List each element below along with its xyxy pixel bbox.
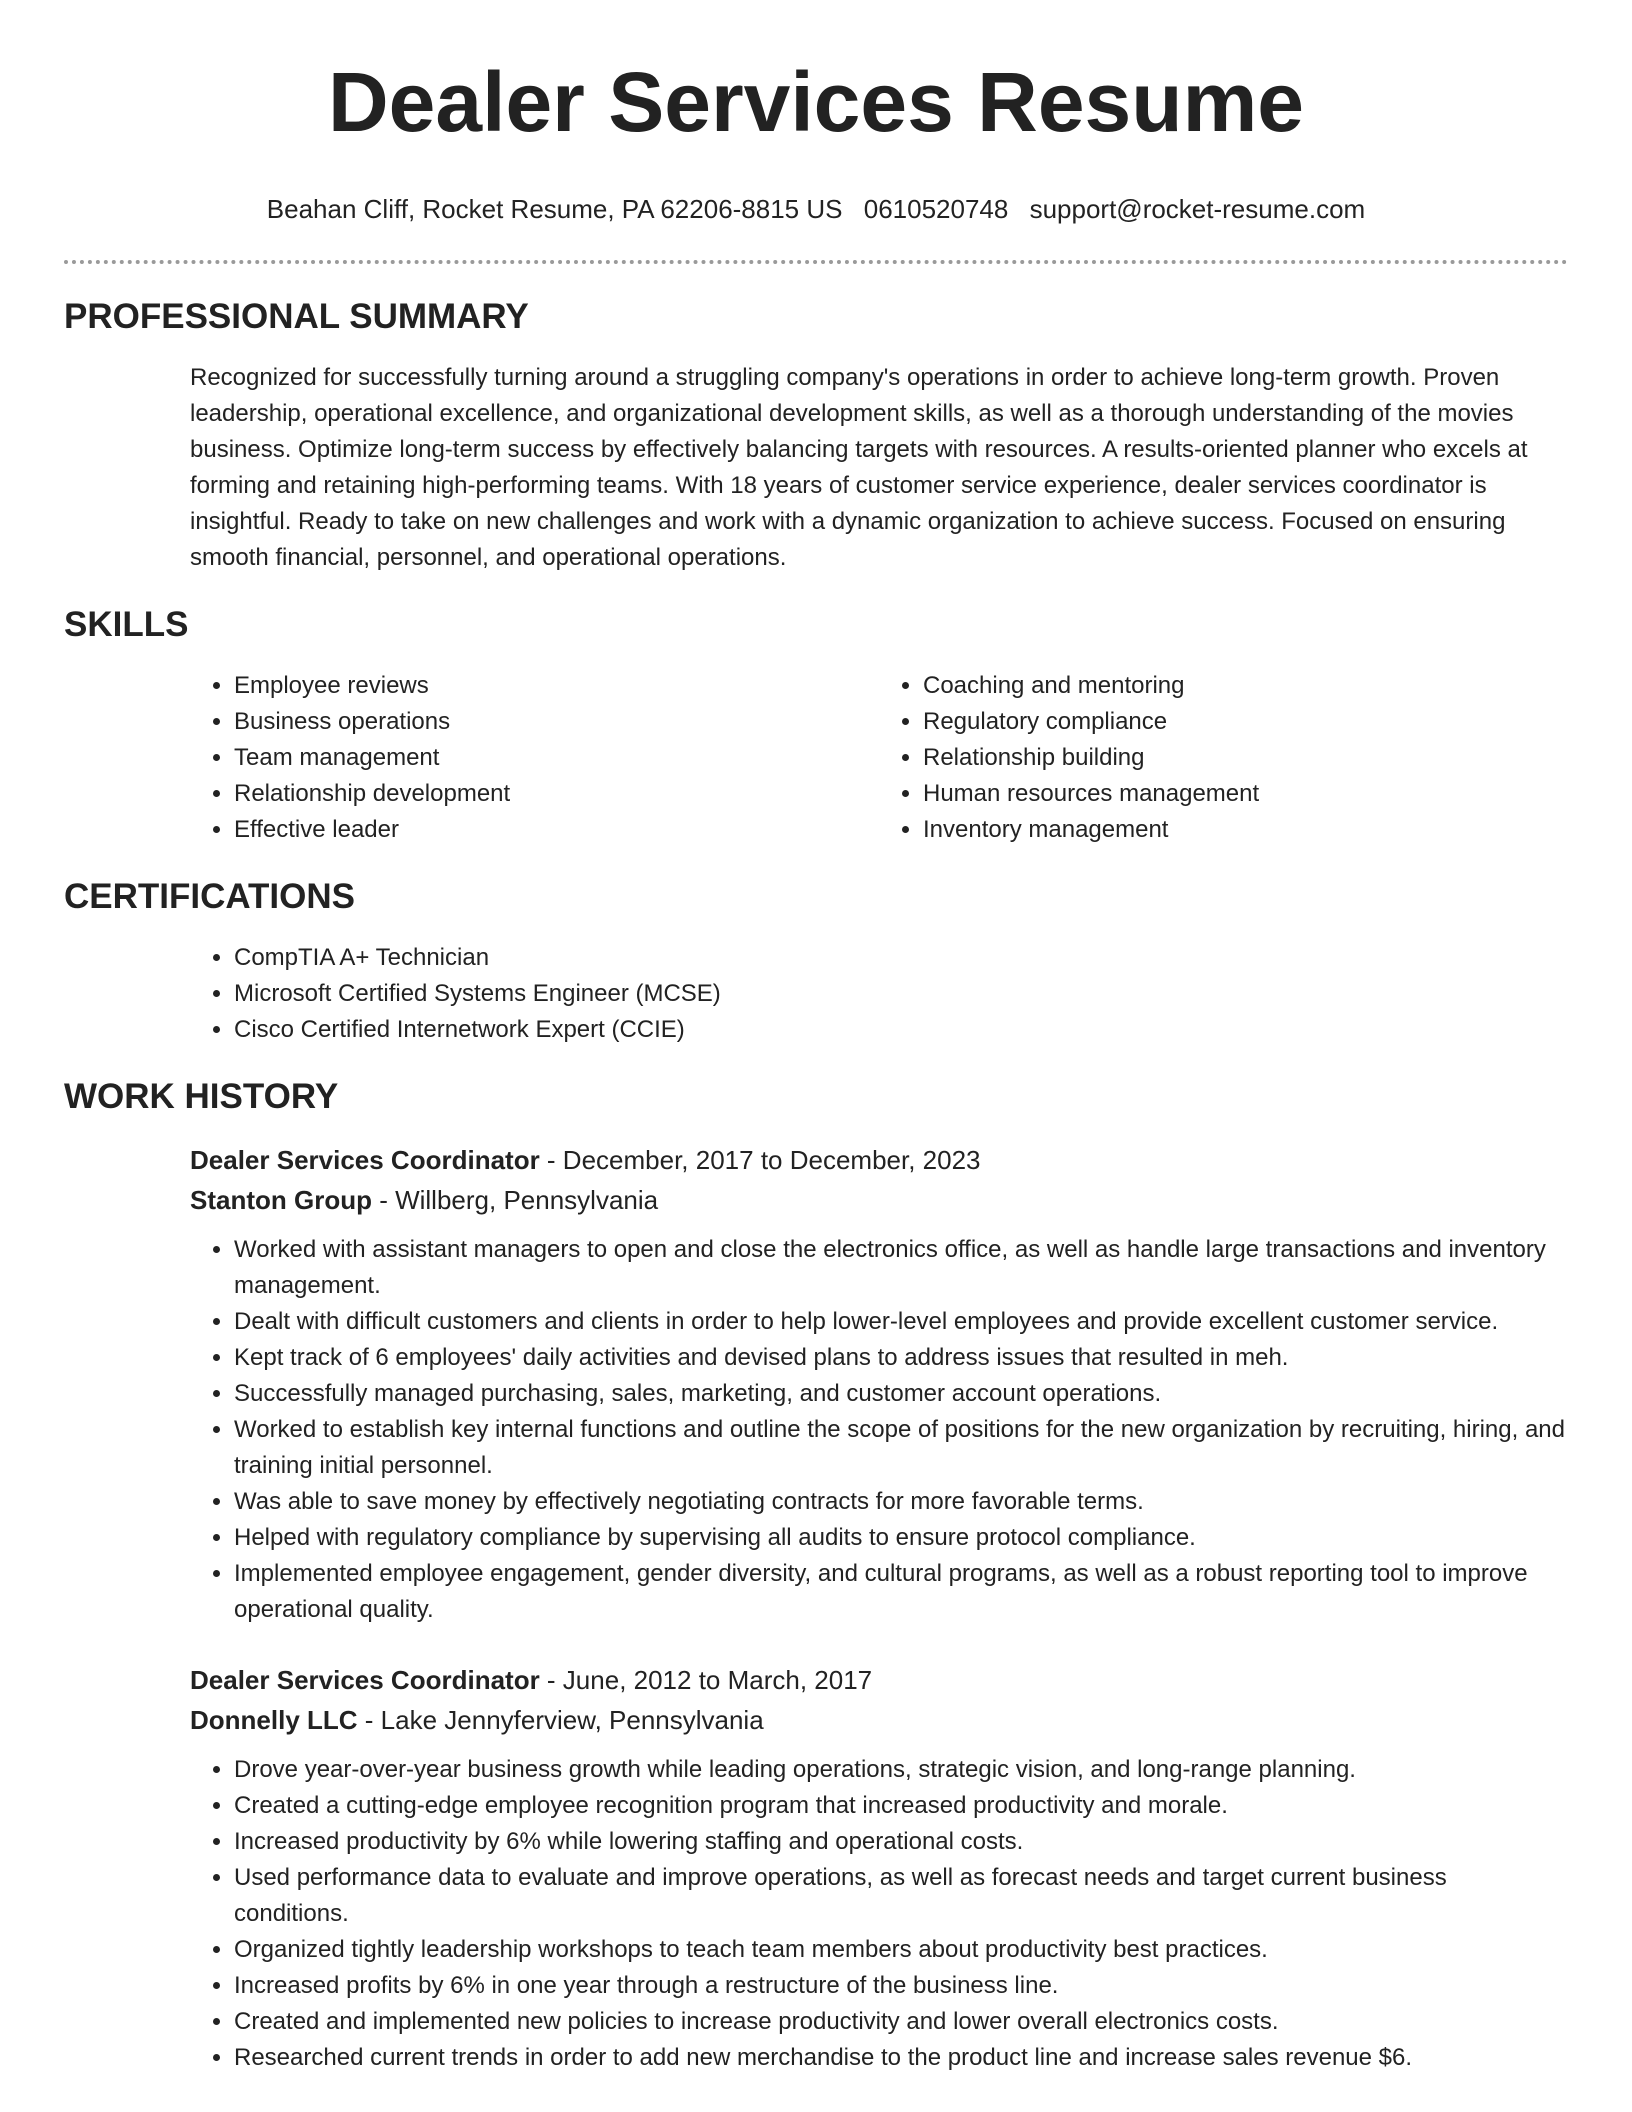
job-entry — [190, 1660, 1568, 2076]
list-item: • Kept track of 6 employees' daily activities and devised plans to address issues that resulted in meh. — [234, 1340, 1568, 1376]
skills-grid — [190, 668, 1568, 848]
skills-list-left — [190, 668, 879, 848]
list-item: • Increased profits by 6% in one year through a restructure of the business line. — [234, 1968, 1568, 2004]
job-company-line — [190, 1700, 1568, 1740]
list-item: • Was able to save money by effectively negotiating contracts for more favorable terms. — [234, 1484, 1568, 1520]
list-item: • Dealt with difficult customers and clients in order to help lower-level employees and provide excellent customer service. — [234, 1304, 1568, 1340]
certifications-body — [190, 940, 1568, 1048]
list-item: • Cisco Certified Internetwork Expert (CCIE) — [234, 1012, 1568, 1048]
job-title-line — [190, 1660, 1568, 1700]
list-item: • Researched current trends in order to add new merchandise to the product line and increase sales revenue $6. — [234, 2040, 1568, 2076]
job-bullets — [190, 1232, 1568, 1628]
job-role: Dealer Services Coordinator — [190, 1145, 540, 1175]
skills-section — [64, 604, 1568, 848]
contact-email: support@rocket-resume.com — [1029, 194, 1366, 224]
list-item: • Inventory management — [923, 812, 1568, 848]
job-bullets — [190, 1752, 1568, 2076]
list-item: • Used performance data to evaluate and improve operations, as well as forecast needs and target current business conditions. — [234, 1860, 1568, 1932]
list-item: • Relationship development — [234, 776, 879, 812]
list-item: • CompTIA A+ Technician — [234, 940, 1568, 976]
list-item: • Worked to establish key internal functions and outline the scope of positions for the new organization by recruiting, hiring, and training initial personnel. — [234, 1412, 1568, 1484]
contact-phone: 0610520748 — [863, 194, 1009, 224]
job-entry — [190, 1140, 1568, 1628]
list-item: • Business operations — [234, 704, 879, 740]
job-company: Donnelly LLC — [190, 1705, 358, 1735]
resume-header — [64, 0, 1568, 226]
list-item: • Team management — [234, 740, 879, 776]
list-item: • Created a cutting-edge employee recognition program that increased productivity and morale. — [234, 1788, 1568, 1824]
list-item: • Helped with regulatory compliance by supervising all audits to ensure protocol compliance. — [234, 1520, 1568, 1556]
resume-title: Dealer Services Resume — [328, 55, 1304, 149]
skills-heading: SKILLS — [64, 605, 189, 644]
list-item: • Increased productivity by 6% while lowering staffing and operational costs. — [234, 1824, 1568, 1860]
list-item: • Worked with assistant managers to open and close the electronics office, as well as handle large transactions and inventory management. — [234, 1232, 1568, 1304]
job-dates: - June, 2012 to March, 2017 — [539, 1665, 873, 1695]
job-role: Dealer Services Coordinator — [190, 1665, 540, 1695]
job-title-line — [190, 1140, 1568, 1180]
certifications-heading: CERTIFICATIONS — [64, 877, 356, 916]
summary-heading: PROFESSIONAL SUMMARY — [64, 297, 529, 336]
list-item: • Created and implemented new policies to increase productivity and lower overall electronics costs. — [234, 2004, 1568, 2040]
contact-line — [64, 192, 1568, 226]
list-item: • Organized tightly leadership workshops to teach team members about productivity best practices. — [234, 1932, 1568, 1968]
list-item: • Coaching and mentoring — [923, 668, 1568, 704]
list-item: • Drove year-over-year business growth while leading operations, strategic vision, and long-range planning. — [234, 1752, 1568, 1788]
contact-address: Beahan Cliff, Rocket Resume, PA 62206-8815 US — [266, 194, 843, 224]
work-history-section — [64, 1076, 1568, 2076]
list-item: • Employee reviews — [234, 668, 879, 704]
job-dates: - December, 2017 to December, 2023 — [539, 1145, 981, 1175]
list-item: • Relationship building — [923, 740, 1568, 776]
list-item: • Successfully managed purchasing, sales, marketing, and customer account operations. — [234, 1376, 1568, 1412]
list-item: • Regulatory compliance — [923, 704, 1568, 740]
job-company-line — [190, 1180, 1568, 1220]
list-item: • Microsoft Certified Systems Engineer (MCSE) — [234, 976, 1568, 1012]
certifications-list — [190, 940, 1568, 1048]
job-location: - Willberg, Pennsylvania — [371, 1185, 659, 1215]
summary-body — [190, 360, 1568, 576]
job-location: - Lake Jennyferview, Pennsylvania — [357, 1705, 764, 1735]
list-item: • Implemented employee engagement, gender diversity, and cultural programs, as well as a robust reporting tool to improve operational quality. — [234, 1556, 1568, 1628]
list-item: • Human resources management — [923, 776, 1568, 812]
work-history-heading: WORK HISTORY — [64, 1077, 339, 1116]
skills-list-right — [879, 668, 1568, 848]
header-divider — [64, 260, 1568, 264]
summary-section — [64, 296, 1568, 576]
certifications-section — [64, 876, 1568, 1048]
summary-text: Recognized for successfully turning around a struggling company's operations in order to achieve long-term growth. Proven leadership, operational excellence, and organizational development skills, as well as a thorough understanding of the movies business. Optimize long-term success by effectively balancing targets with resources. A results-oriented planner who excels at forming and retaining high-performing teams. With 18 years of customer service experience, dealer services coordinator is insightful. Ready to take on new challenges and work with a dynamic organization to achieve success. Focused on ensuring smooth financial, personnel, and operational operations. — [190, 364, 1528, 571]
job-company: Stanton Group — [190, 1185, 372, 1215]
list-item: • Effective leader — [234, 812, 879, 848]
